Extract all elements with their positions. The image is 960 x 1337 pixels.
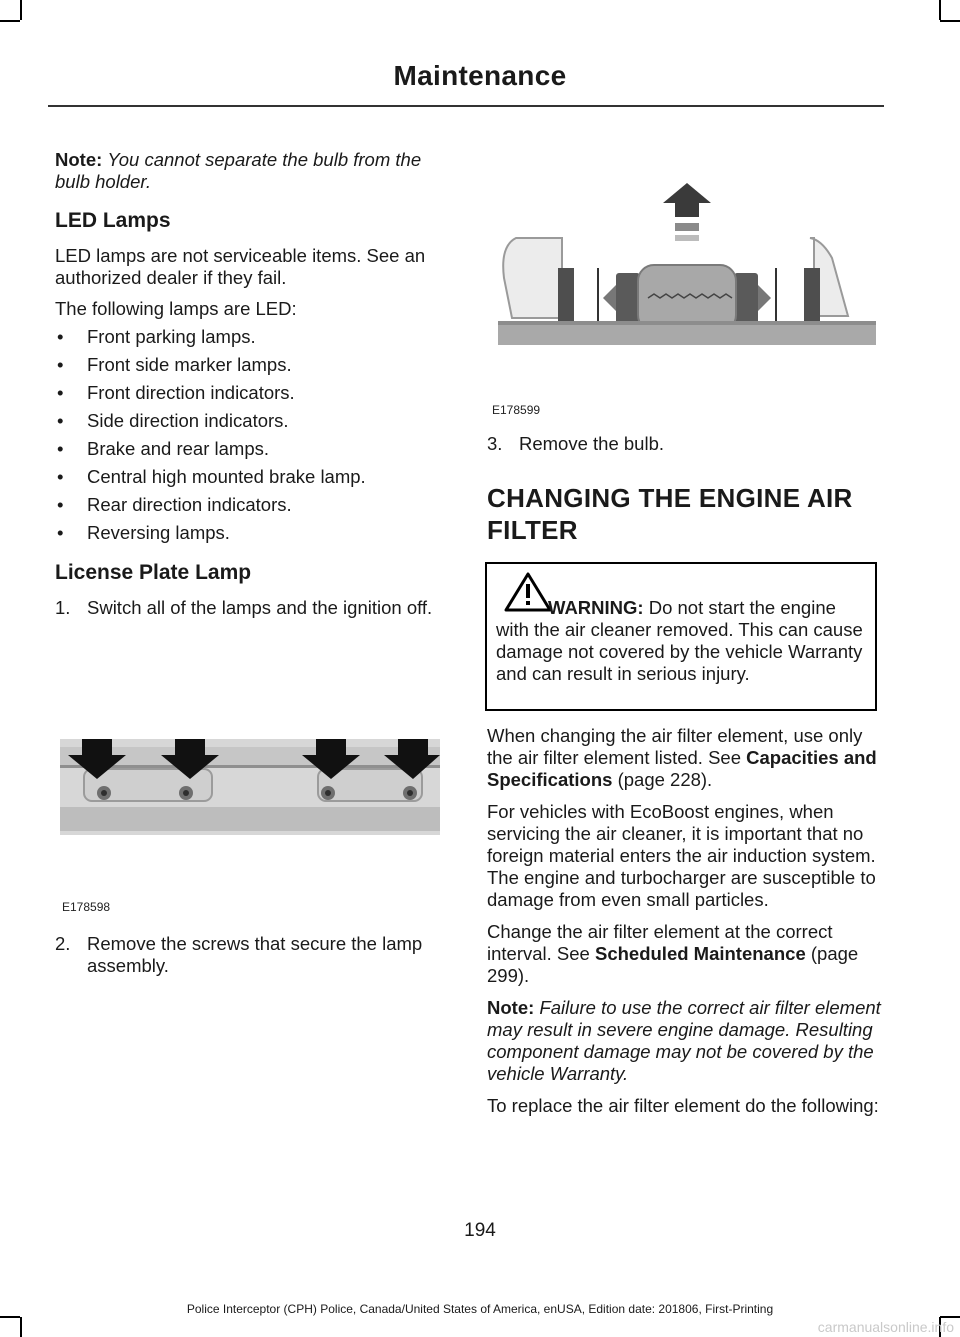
bullet-marker: • xyxy=(57,410,64,431)
led-intro: The following lamps are LED: xyxy=(55,298,297,319)
figure-bulb-removal xyxy=(498,183,876,348)
watermark: carmanualsonline.info xyxy=(817,1319,954,1335)
warning-text: Do not start the engine with the air cleaner removed. This can cause damage not covered by the vehicle Warranty and can result in serious injury. xyxy=(496,597,863,684)
list-item: • Front parking lamps. xyxy=(57,326,256,347)
step-text: Remove the bulb. xyxy=(519,433,665,454)
crop-mark xyxy=(0,1316,20,1318)
led-lamps-paragraph: LED lamps are not serviceable items. See an authorized dealer if they fail. xyxy=(55,245,426,288)
step-3 xyxy=(487,433,882,455)
step-number: 3. xyxy=(487,433,503,454)
figure-caption: E178598 xyxy=(62,900,111,914)
list-item: • Front direction indicators. xyxy=(57,382,295,403)
crop-mark xyxy=(939,0,941,20)
figure-caption: E178599 xyxy=(492,403,541,417)
step-2 xyxy=(55,933,450,977)
led-lamps-heading: LED Lamps xyxy=(55,209,171,232)
list-item: • Reversing lamps. xyxy=(57,522,230,543)
right-column-body xyxy=(487,725,882,1117)
paragraph-interval: Change the air filter element at the correct interval. See Scheduled Maintenance (page 299). xyxy=(487,921,859,986)
paragraph-ecoboost: For vehicles with EcoBoost engines, when servicing the air cleaner, it is important that no foreign material enters the air induction system. The engine and turbocharger are susceptible to damage from even small particles. xyxy=(487,801,876,910)
warning-box xyxy=(485,562,877,711)
warning-label: WARNING: xyxy=(548,597,644,618)
warning-text-block xyxy=(496,597,871,685)
page-number: 194 xyxy=(464,1220,496,1241)
crop-mark xyxy=(20,1317,22,1337)
list-item: • Front side marker lamps. xyxy=(57,354,292,375)
note-paragraph xyxy=(55,149,450,193)
note-label: Note: xyxy=(487,997,535,1018)
list-item: • Central high mounted brake lamp. xyxy=(57,466,366,487)
footer-edition-text: Police Interceptor (CPH) Police, Canada/United States of America, enUSA, Edition date: 201806, First-Printing xyxy=(186,1302,774,1316)
note-text: Failure to use the correct air filter element may result in severe engine damage. Resulting component damage may not be covered by the vehicle Warranty. xyxy=(487,997,881,1084)
header-divider xyxy=(48,105,884,107)
section-heading: CHANGING THE ENGINE AIR xyxy=(487,483,853,513)
list-item: • Side direction indicators. xyxy=(57,410,289,431)
step-1 xyxy=(55,597,450,619)
note-paragraph xyxy=(487,997,882,1085)
bullet-marker: • xyxy=(57,438,64,459)
step-text: Remove the screws that secure the lamp assembly. xyxy=(87,933,423,976)
license-plate-heading: License Plate Lamp xyxy=(55,561,252,584)
warning-paragraph xyxy=(496,597,871,685)
crop-mark xyxy=(940,1316,960,1318)
cross-reference-link[interactable]: Capacities and Specifications xyxy=(487,747,877,790)
list-item: • Brake and rear lamps. xyxy=(57,438,270,459)
figure-license-plate-lamp xyxy=(60,735,440,835)
paragraph-replace-intro: To replace the air filter element do the following: xyxy=(487,1095,879,1116)
bullet-marker: • xyxy=(57,354,64,375)
section-heading-line-2: FILTER xyxy=(487,515,578,545)
cross-reference-link[interactable]: Scheduled Maintenance xyxy=(594,943,806,964)
bullet-marker: • xyxy=(57,466,64,487)
note-text: You cannot separate the bulb from the bulb holder. xyxy=(55,149,422,192)
bullet-marker: • xyxy=(57,382,64,403)
bullet-marker: • xyxy=(57,326,64,347)
step-number: 2. xyxy=(55,933,71,954)
step-number: 1. xyxy=(55,597,71,618)
crop-mark xyxy=(20,0,22,20)
crop-mark xyxy=(0,20,20,22)
bulb-removal-illustration xyxy=(498,183,876,348)
list-item: • Rear direction indicators. xyxy=(57,494,292,515)
page-title: Maintenance xyxy=(393,60,567,91)
left-column xyxy=(55,149,450,619)
left-column-continued xyxy=(55,933,450,977)
step-text: Switch all of the lamps and the ignition off. xyxy=(87,597,433,618)
crop-mark xyxy=(940,20,960,22)
led-lamp-list xyxy=(55,326,450,544)
note-label: Note: xyxy=(55,149,103,170)
bullet-marker: • xyxy=(57,494,64,515)
paragraph-air-filter-element: When changing the air filter element, use only the air filter element listed. See Capacities and Specifications (page 228). xyxy=(487,725,877,790)
bullet-marker: • xyxy=(57,522,64,543)
right-column xyxy=(487,433,882,545)
license-plate-lamp-illustration xyxy=(60,735,440,835)
